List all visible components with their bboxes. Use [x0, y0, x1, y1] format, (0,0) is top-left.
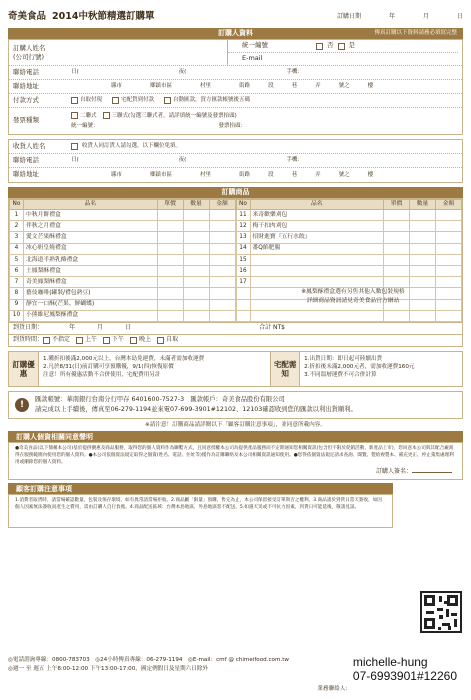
- sales-contact-label: 業務聯絡人：: [317, 686, 351, 692]
- product-no: 7: [10, 277, 24, 288]
- order-date[interactable]: [337, 14, 463, 21]
- product-price[interactable]: [157, 210, 183, 221]
- table-row: [10, 221, 236, 232]
- product-name: 靜宜一口酥(芒果、鮮蝴蝶): [24, 299, 158, 310]
- addr-road: 街路: [239, 83, 251, 90]
- email-label: E-mail: [242, 54, 263, 63]
- pay-pickup-checkbox[interactable]: [71, 97, 78, 104]
- table-row: [10, 299, 236, 310]
- promo-tag: 訂購優惠: [9, 352, 39, 386]
- receiver-section: [8, 139, 463, 183]
- bank-text: [35, 395, 357, 414]
- orderer-name-label-2: (公司行號): [13, 52, 45, 61]
- notice-section: [8, 494, 393, 528]
- pay-transfer-label: 自動匯款，買方匯款帳號後五碼: [173, 97, 251, 104]
- product-name: 米奇歡樂刈包: [250, 210, 384, 221]
- product-price[interactable]: [384, 254, 410, 265]
- addr-number: 號之: [338, 83, 350, 90]
- col-amount: 金額: [436, 200, 462, 210]
- receiver-same-note: 收貨人同訂貨人請勾選，以下欄位免填。: [82, 143, 182, 150]
- privacy-bar: [8, 431, 463, 442]
- order-date-day: 日: [456, 12, 463, 20]
- orderer-name-row: [9, 40, 462, 66]
- col-price: 單價: [384, 200, 410, 210]
- promo-line-3: 注意！所有優惠活動不合併使用，宅配費用另計: [43, 372, 161, 379]
- raddr-section: 段: [268, 171, 274, 178]
- phone-night-label: 夜(: [178, 69, 187, 76]
- receiver-same-checkbox[interactable]: [71, 143, 78, 150]
- product-amount[interactable]: [209, 265, 235, 276]
- product-qty[interactable]: [410, 277, 436, 288]
- receiver-name-label: 收貨人姓名: [13, 141, 46, 150]
- table-row: [10, 310, 236, 321]
- raddr-road: 街路: [239, 171, 251, 178]
- product-amount[interactable]: [436, 243, 462, 254]
- invoice-3-checkbox[interactable]: [103, 112, 110, 119]
- product-amount[interactable]: [209, 232, 235, 243]
- product-no: 11: [236, 210, 250, 221]
- product-name: 藝伎咖啡(罐裝/禮包熟豆): [24, 288, 158, 299]
- receiver-night-label: 夜(: [178, 157, 187, 164]
- pay-cod-option[interactable]: [112, 97, 154, 104]
- ship-line-3: 3.不同溫層運費不可合併計算: [304, 372, 377, 379]
- raddr-district: 鄉鎮市區: [150, 171, 173, 178]
- col-price: 單價: [157, 200, 183, 210]
- orderer-phone-fields[interactable]: [71, 69, 458, 75]
- table-row: [236, 254, 462, 265]
- brand-name: 奇美食品: [8, 10, 47, 22]
- table-row: [236, 232, 462, 243]
- product-qty[interactable]: [410, 254, 436, 265]
- form-title: 2014中秋節精選訂購單: [52, 10, 155, 22]
- product-price[interactable]: [157, 232, 183, 243]
- product-name: 中秋月餅禮盒: [24, 210, 158, 221]
- time-pm-option[interactable]: [103, 337, 124, 344]
- orderer-name-input[interactable]: [71, 40, 227, 65]
- order-date-year: 年: [388, 12, 395, 20]
- product-qty[interactable]: [183, 243, 209, 254]
- product-qty[interactable]: [183, 288, 209, 299]
- product-price[interactable]: [157, 265, 183, 276]
- orderer-address-label: 聯絡地址: [13, 81, 39, 90]
- product-qty[interactable]: [183, 210, 209, 221]
- table-row: [236, 210, 462, 221]
- product-qty[interactable]: [183, 221, 209, 232]
- time-am-option[interactable]: [76, 337, 97, 344]
- product-no: 8: [10, 288, 24, 299]
- time-pickup-option[interactable]: [157, 337, 178, 344]
- privacy-section: [8, 442, 463, 480]
- table-row: [10, 210, 236, 221]
- table-header: [10, 200, 236, 210]
- product-amount[interactable]: [436, 277, 462, 288]
- terms-note: ※請注意！訂購商品請詳閱以下「顧客訂購注意事項」，並同意所載內容。: [145, 421, 326, 428]
- arrival-day: 日: [125, 323, 132, 331]
- table-row: [236, 221, 462, 232]
- product-qty[interactable]: [183, 299, 209, 310]
- product-amount[interactable]: [436, 265, 462, 276]
- product-name: 北海道半熟乳酪禮盒: [24, 254, 158, 265]
- bank-line-1: 匯款帳號：華南銀行台南分行甲存 6401600-7527-3 匯款帳戶：奇美食品股份有限公司: [35, 396, 285, 404]
- receiver-address-fields[interactable]: [71, 172, 458, 178]
- promo-line-2: 2.凡於8/31(日)前訂購可享預購優，9/1(四)恢復原價: [43, 363, 174, 370]
- product-no: 1: [10, 210, 24, 221]
- notice-bar: [8, 483, 393, 494]
- table-row: [10, 232, 236, 243]
- tax-id-row: [228, 40, 458, 53]
- product-qty[interactable]: [410, 265, 436, 276]
- product-no: 4: [10, 243, 24, 254]
- product-name: [250, 254, 384, 265]
- raddr-floor: 樓: [367, 171, 374, 178]
- product-name: [250, 277, 384, 288]
- pay-transfer-checkbox[interactable]: [164, 97, 171, 104]
- col-name: 品名: [250, 200, 384, 210]
- product-qty[interactable]: [410, 221, 436, 232]
- orderer-address-fields[interactable]: [71, 83, 458, 89]
- table-row: [10, 277, 236, 288]
- products-section-bar: [8, 187, 463, 198]
- product-price[interactable]: [384, 265, 410, 276]
- product-no: 9: [10, 299, 24, 310]
- receiver-phone-label: 聯絡電話: [13, 155, 39, 164]
- qr-code-icon: [420, 591, 462, 633]
- product-qty[interactable]: [183, 254, 209, 265]
- product-no: 10: [10, 310, 24, 321]
- pay-cod-label: 宅配貨到付款: [121, 97, 155, 104]
- table-row: [236, 277, 462, 288]
- col-amount: 金額: [209, 200, 235, 210]
- ship-line-1: 1.出貨日期：即日起可陸續出貨: [304, 355, 383, 362]
- bank-line-2: 請完成以上手續後，傳真至06-279-1194並來電07-699-3901#12102、12103確認收到您的匯款以利出貨順利。: [35, 405, 357, 413]
- receiver-day-label: 日(: [71, 157, 79, 164]
- product-price[interactable]: [384, 221, 410, 232]
- product-qty[interactable]: [183, 277, 209, 288]
- product-price[interactable]: [384, 243, 410, 254]
- products-section-title: 訂購商品: [221, 188, 250, 197]
- time-pm-label: 下午: [112, 335, 125, 343]
- pay-pickup-option[interactable]: [71, 97, 102, 104]
- product-name: 愛文芒果酥禮盒: [24, 232, 158, 243]
- col-qty: 數量: [410, 200, 436, 210]
- invoice-fields: [71, 112, 458, 129]
- shipping-text: [300, 352, 462, 386]
- raddr-alley: 弄: [315, 171, 321, 178]
- invoice-3-option[interactable]: [103, 112, 237, 119]
- tax-yes-label: 是: [348, 41, 355, 50]
- addr-floor: 樓: [367, 83, 374, 90]
- order-date-label: 訂購日期: [336, 12, 361, 20]
- product-amount[interactable]: [209, 277, 235, 288]
- tax-no-label: 否: [327, 41, 334, 50]
- orderer-phone-row: [9, 66, 462, 80]
- invoice-tax-label: 統一編號：: [71, 123, 99, 130]
- products-section: [8, 198, 463, 347]
- products-note: [245, 288, 461, 305]
- product-price[interactable]: [157, 221, 183, 232]
- phone-mobile-label: 手機：: [286, 69, 303, 76]
- footer-hours: ◎週一 至 週五 上午8:00-12:00 下午13:00-17:00，國定例假日及星期六日除外: [8, 665, 209, 672]
- product-amount[interactable]: [209, 310, 235, 321]
- table-row: [10, 254, 236, 265]
- invoice-row: [9, 108, 462, 134]
- product-amount[interactable]: [209, 210, 235, 221]
- pay-pickup-label: 自取付現: [80, 97, 103, 104]
- raddr-village: 村里: [200, 171, 212, 178]
- product-price[interactable]: [157, 288, 183, 299]
- time-am-checkbox[interactable]: [76, 337, 83, 344]
- product-price[interactable]: [157, 277, 183, 288]
- payment-options: [71, 97, 458, 104]
- time-night-option[interactable]: [130, 337, 151, 344]
- tax-no-checkbox[interactable]: [316, 43, 323, 50]
- promo-box: [8, 351, 463, 387]
- time-pickup-label: 自取: [166, 335, 179, 343]
- arrival-date-row: [9, 322, 462, 334]
- privacy-sign-label: 訂購人簽名：: [375, 468, 412, 476]
- notice-title: 顧客訂購注意事項: [16, 484, 72, 493]
- orderer-address-row: [9, 80, 462, 94]
- pay-transfer-option[interactable]: [164, 97, 250, 104]
- time-pm-checkbox[interactable]: [103, 337, 110, 344]
- invoice-head-label: 發票抬頭：: [218, 123, 247, 130]
- product-name: 伴秋之月禮盒: [24, 221, 158, 232]
- orderer-section: [8, 39, 463, 135]
- tax-yes-checkbox[interactable]: [338, 43, 345, 50]
- product-qty[interactable]: [410, 210, 436, 221]
- product-qty[interactable]: [410, 243, 436, 254]
- privacy-title: 訂購人個資相關同意聲明: [16, 432, 93, 441]
- product-price[interactable]: [157, 254, 183, 265]
- product-price[interactable]: [384, 210, 410, 221]
- product-price[interactable]: [384, 232, 410, 243]
- product-amount[interactable]: [436, 254, 462, 265]
- product-name: 土鳳梨酥禮盒: [24, 265, 158, 276]
- product-no: 3: [10, 232, 24, 243]
- table-row: [10, 265, 236, 276]
- sales-contact-phone: 07-6993901#12260: [352, 669, 457, 684]
- product-amount[interactable]: [209, 243, 235, 254]
- orderer-name-label: [13, 44, 71, 61]
- addr-section: 段: [268, 83, 274, 90]
- product-amount[interactable]: [209, 299, 235, 310]
- arrival-time-label: 到貨時間：: [13, 335, 44, 343]
- product-no: 5: [10, 254, 24, 265]
- arrival-date-label: 到貨日期：: [13, 323, 44, 331]
- time-any-option[interactable]: [43, 337, 70, 344]
- product-no: 15: [236, 254, 250, 265]
- product-amount[interactable]: [209, 254, 235, 265]
- product-amount[interactable]: [209, 221, 235, 232]
- time-night-label: 晚上: [139, 335, 152, 343]
- products-note-1: ※鳳梨酥禮盒選有另售其他入數包裝規格: [301, 288, 405, 295]
- product-qty[interactable]: [183, 232, 209, 243]
- invoice-2-label: 二聯式: [80, 112, 97, 119]
- email-row[interactable]: [228, 53, 458, 65]
- product-no: 12: [236, 221, 250, 232]
- product-price[interactable]: [157, 243, 183, 254]
- phone-day-label: 日(: [71, 69, 79, 76]
- products-table-left: [9, 199, 236, 322]
- invoice-label: 發票種類: [13, 116, 39, 125]
- product-price[interactable]: [157, 299, 183, 310]
- receiver-mobile-label: 手機：: [286, 157, 303, 164]
- time-any-checkbox[interactable]: [43, 337, 50, 344]
- product-amount[interactable]: [436, 210, 462, 221]
- invoice-3-label: 三聯式(勾選三聯式者，請詳填統一編號及發票抬頭): [111, 112, 237, 119]
- time-pickup-checkbox[interactable]: [157, 337, 164, 344]
- arrival-time-row: [9, 334, 462, 346]
- product-amount[interactable]: [436, 232, 462, 243]
- promo-line-1: 1.購折扣後滿2,000元以上，台灣本島免運費，未滿者需加收運費: [43, 355, 205, 362]
- ship-line-2: 2.折扣後未滿2,000元者，需加收運費160元: [304, 363, 415, 370]
- product-price[interactable]: [157, 310, 183, 321]
- product-amount[interactable]: [436, 221, 462, 232]
- pay-cod-checkbox[interactable]: [112, 97, 119, 104]
- sales-contact-name: michelle-hung: [352, 655, 428, 669]
- product-amount[interactable]: [209, 288, 235, 299]
- col-name: 品名: [24, 200, 158, 210]
- orderer-section-note: 傳真訂購以下資料請務必填寫完整: [374, 30, 457, 37]
- sales-contact: [353, 655, 457, 684]
- addr-county: 縣市: [111, 83, 123, 90]
- invoice-2-checkbox[interactable]: [71, 112, 78, 119]
- orderer-section-title: 訂購人資料: [218, 29, 253, 38]
- addr-village: 村里: [200, 83, 212, 90]
- order-date-month: 月: [422, 12, 429, 20]
- exclamation-icon: !: [15, 398, 29, 412]
- product-name: 冰心奶皇燒禮盒: [24, 243, 158, 254]
- orderer-section-bar: [8, 28, 463, 39]
- receiver-name-row: [9, 140, 462, 154]
- product-name: 番Q餡肥腸: [250, 243, 384, 254]
- payment-row: [9, 94, 462, 108]
- product-no: 16: [236, 265, 250, 276]
- product-name: 奇美鳳梨酥禮盒: [24, 277, 158, 288]
- arrival-year: 年: [69, 323, 76, 331]
- receiver-address-label: 聯絡地址: [13, 170, 39, 179]
- product-name: 梅干扣肉刈包: [250, 221, 384, 232]
- product-name: [250, 265, 384, 276]
- product-qty[interactable]: [410, 232, 436, 243]
- table-row: [236, 243, 462, 254]
- invoice-detail[interactable]: [71, 123, 458, 129]
- tax-id-label: 統一編號: [242, 41, 268, 50]
- product-no: 17: [236, 277, 250, 288]
- shipping-tag: 宅配需知: [270, 352, 300, 386]
- addr-alley: 弄: [315, 83, 321, 90]
- product-qty[interactable]: [183, 310, 209, 321]
- table-row: [10, 288, 236, 299]
- footer-contact: ◎電話諮詢專線：0800-783703 ◎24小時傳真專線：06-279-1194 ◎E-mail：cmf @ chimeifood.com.tw: [8, 657, 289, 663]
- raddr-number: 號之: [338, 171, 350, 178]
- receiver-same-option[interactable]: [71, 143, 458, 150]
- invoice-2-option[interactable]: [71, 112, 97, 119]
- time-night-checkbox[interactable]: [130, 337, 137, 344]
- orderer-phone-label: 聯絡電話: [13, 67, 39, 76]
- total-label: 合計 NT$: [259, 323, 285, 331]
- table-row: [236, 265, 462, 276]
- raddr-lane: 巷: [291, 171, 298, 178]
- addr-district: 鄉鎮市區: [150, 83, 173, 90]
- table-row: [10, 243, 236, 254]
- form-header: [8, 6, 463, 28]
- tax-email-block: [228, 40, 458, 65]
- notice-text: 1.消費者取貨時，請當場確認數量、包裝及保存環境，如有異常請當場拒收。2.商品屬「限量」預購，售完為止，本公司保留接受訂單與否之權利。3.商品請於到貨日當天簽收，如因個人因素無法簽收而產生之費用，需由訂購人自行負擔。4.商品配送區域：台灣本島地區，外島地區恕不配送。5.如遇天災或不可抗力因素，到貨日可能延後，敬請見諒。: [15, 498, 382, 510]
- product-no: 2: [10, 221, 24, 232]
- receiver-phone-row: [9, 154, 462, 168]
- product-name: 招財進寶『五行水餃』: [250, 232, 384, 243]
- products-note-2: 詳細商品資訊請見奇美食品官方網站: [306, 297, 400, 304]
- privacy-text: ●奇美食品(以下簡稱本公司)基於提供優惠及商品服務，取得您的個人資料作為聯繫方式，且同意授權本公司為提供產品服務而不定期通知您相關資訊(包含但不限於促銷活動、新產品上市)，您同意本公司與其配合廠商得在服務範圍內使用您的個人資料。●本公司依個資法規定取得之個資(姓名、電話、住址等)僅作為訂購聯絡及本公司相關資訊通知使用。●您得依個資法規定請求查詢、閱覽、製給複製本、補充更正、停止蒐集處理利用或刪除您的個人資料。: [15, 446, 454, 465]
- arrival-month: 月: [97, 323, 104, 331]
- bank-info: [8, 391, 463, 419]
- receiver-address-row: [9, 168, 462, 182]
- orderer-name-label-1: 訂購人姓名: [13, 44, 46, 53]
- time-any-label: 不指定: [52, 335, 71, 343]
- raddr-county: 縣市: [111, 171, 123, 178]
- receiver-phone-fields[interactable]: [71, 157, 458, 163]
- product-price[interactable]: [384, 277, 410, 288]
- product-no: 14: [236, 243, 250, 254]
- col-qty: 數量: [183, 200, 209, 210]
- product-no: 13: [236, 232, 250, 243]
- payment-label: 付款方式: [13, 95, 39, 104]
- privacy-signature[interactable]: [376, 469, 452, 476]
- table-header: [236, 200, 462, 210]
- product-name: 小熊維尼鳳梨酥禮盒: [24, 310, 158, 321]
- product-qty[interactable]: [183, 265, 209, 276]
- col-no: No: [236, 200, 250, 210]
- promo-text: [39, 352, 270, 386]
- addr-lane: 巷: [291, 83, 298, 90]
- invoice-options: [71, 112, 458, 119]
- product-no: 6: [10, 265, 24, 276]
- col-no: No: [10, 200, 24, 210]
- time-am-label: 上午: [85, 335, 98, 343]
